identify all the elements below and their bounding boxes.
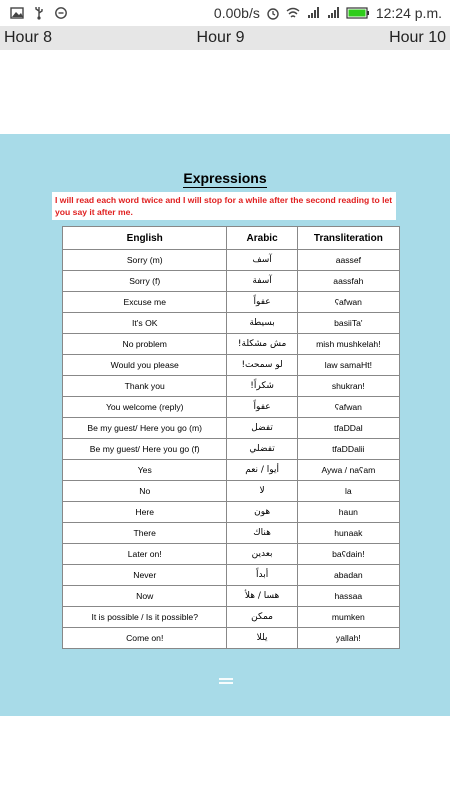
page-title-text: Expressions bbox=[183, 170, 267, 186]
cell-english: Would you please bbox=[63, 355, 227, 376]
cell-transliteration: law samaHt! bbox=[297, 355, 399, 376]
table-row bbox=[63, 460, 400, 481]
cell-english: No problem bbox=[63, 334, 227, 355]
table-row bbox=[63, 292, 400, 313]
cell-transliteration: aassef bbox=[297, 250, 399, 271]
sync-icon bbox=[54, 6, 68, 20]
table-row bbox=[63, 250, 400, 271]
header-arabic: Arabic bbox=[227, 227, 297, 250]
table-row bbox=[63, 355, 400, 376]
cell-english: Here bbox=[63, 502, 227, 523]
cell-arabic: بسيطة bbox=[227, 313, 297, 334]
table-row bbox=[63, 523, 400, 544]
cell-arabic: هناك bbox=[227, 523, 297, 544]
expressions-table bbox=[62, 226, 400, 649]
cell-transliteration: ʕafwan bbox=[297, 397, 399, 418]
instruction-text: I will read each word twice and I will stop for a while after the second reading to let you say it after me. bbox=[52, 192, 396, 220]
cell-english: Come on! bbox=[63, 628, 227, 649]
table-row bbox=[63, 565, 400, 586]
cell-english: Never bbox=[63, 565, 227, 586]
table-row bbox=[63, 586, 400, 607]
cell-arabic: تفضلي bbox=[227, 439, 297, 460]
footer-line bbox=[219, 682, 233, 684]
cell-transliteration: Aywa / naʕam bbox=[297, 460, 399, 481]
signal-icon bbox=[326, 6, 340, 20]
cell-english: Excuse me bbox=[63, 292, 227, 313]
cell-english: Yes bbox=[63, 460, 227, 481]
cell-english: You welcome (reply) bbox=[63, 397, 227, 418]
wifi-icon bbox=[286, 6, 300, 20]
signal-icon bbox=[306, 6, 320, 20]
cell-english: Be my guest/ Here you go (m) bbox=[63, 418, 227, 439]
table-row bbox=[63, 397, 400, 418]
page-title bbox=[0, 170, 450, 186]
tab-next[interactable]: Hour 10 bbox=[389, 29, 446, 46]
cell-arabic: شكراً! bbox=[227, 376, 297, 397]
footer-line bbox=[219, 678, 233, 680]
table-row bbox=[63, 628, 400, 649]
table-row bbox=[63, 376, 400, 397]
cell-arabic: عفواً bbox=[227, 292, 297, 313]
image-icon bbox=[10, 6, 24, 20]
table-row bbox=[63, 334, 400, 355]
cell-arabic: مش مشكلة! bbox=[227, 334, 297, 355]
cell-arabic: آسف bbox=[227, 250, 297, 271]
cell-transliteration: baʕdain! bbox=[297, 544, 399, 565]
cell-arabic: بعدين bbox=[227, 544, 297, 565]
battery-icon bbox=[346, 6, 370, 20]
cell-transliteration: tfaDDalii bbox=[297, 439, 399, 460]
cell-transliteration: hunaak bbox=[297, 523, 399, 544]
cell-transliteration: yallah! bbox=[297, 628, 399, 649]
status-bar-right bbox=[214, 5, 450, 21]
cell-arabic: تفضل bbox=[227, 418, 297, 439]
cell-arabic: ممكن bbox=[227, 607, 297, 628]
cell-transliteration: haun bbox=[297, 502, 399, 523]
table-row bbox=[63, 502, 400, 523]
hour-tab-strip bbox=[0, 26, 450, 50]
cell-arabic: هسا / هلأ bbox=[227, 586, 297, 607]
table-row bbox=[63, 607, 400, 628]
cell-english: Sorry (f) bbox=[63, 271, 227, 292]
cell-arabic: آسفة bbox=[227, 271, 297, 292]
cell-transliteration: abadan bbox=[297, 565, 399, 586]
tab-current[interactable]: Hour 9 bbox=[196, 29, 245, 46]
cell-transliteration: la bbox=[297, 481, 399, 502]
cell-arabic: هون bbox=[227, 502, 297, 523]
cell-english: Now bbox=[63, 586, 227, 607]
cell-arabic: لا bbox=[227, 481, 297, 502]
cell-transliteration: shukran! bbox=[297, 376, 399, 397]
header-transliteration: Transliteration bbox=[297, 227, 399, 250]
table-row bbox=[63, 439, 400, 460]
cell-arabic: يللا bbox=[227, 628, 297, 649]
cell-transliteration: ʕafwan bbox=[297, 292, 399, 313]
cell-english: There bbox=[63, 523, 227, 544]
cell-arabic: أيوا / نعم bbox=[227, 460, 297, 481]
cell-transliteration: mish mushkelah! bbox=[297, 334, 399, 355]
cell-english: It's OK bbox=[63, 313, 227, 334]
cell-english: Later on! bbox=[63, 544, 227, 565]
clock: 12:24 p.m. bbox=[375, 5, 442, 21]
cell-transliteration: tfaDDal bbox=[297, 418, 399, 439]
table-row bbox=[63, 271, 400, 292]
status-bar bbox=[0, 0, 450, 26]
cell-english: No bbox=[63, 481, 227, 502]
document-page bbox=[0, 134, 450, 716]
table-row bbox=[63, 313, 400, 334]
cell-transliteration: aassfah bbox=[297, 271, 399, 292]
header-english: English bbox=[63, 227, 227, 250]
cell-transliteration: basiiTa' bbox=[297, 313, 399, 334]
cell-english: Sorry (m) bbox=[63, 250, 227, 271]
cell-arabic: أبداً bbox=[227, 565, 297, 586]
tab-prev[interactable]: Hour 8 bbox=[4, 29, 53, 46]
cell-english: Be my guest/ Here you go (f) bbox=[63, 439, 227, 460]
cell-english: It is possible / Is it possible? bbox=[63, 607, 227, 628]
table-row bbox=[63, 544, 400, 565]
cell-arabic: عفواً bbox=[227, 397, 297, 418]
page-footer-mark bbox=[206, 678, 246, 688]
table-row bbox=[63, 481, 400, 502]
table-header-row bbox=[63, 227, 400, 250]
table-row bbox=[63, 418, 400, 439]
network-speed: 0.00b/s bbox=[213, 5, 260, 21]
cell-english: Thank you bbox=[63, 376, 227, 397]
status-bar-left bbox=[0, 6, 68, 20]
alarm-icon bbox=[266, 6, 280, 20]
usb-icon bbox=[32, 6, 46, 20]
cell-arabic: لو سمحت! bbox=[227, 355, 297, 376]
cell-transliteration: mumken bbox=[297, 607, 399, 628]
cell-transliteration: hassaa bbox=[297, 586, 399, 607]
